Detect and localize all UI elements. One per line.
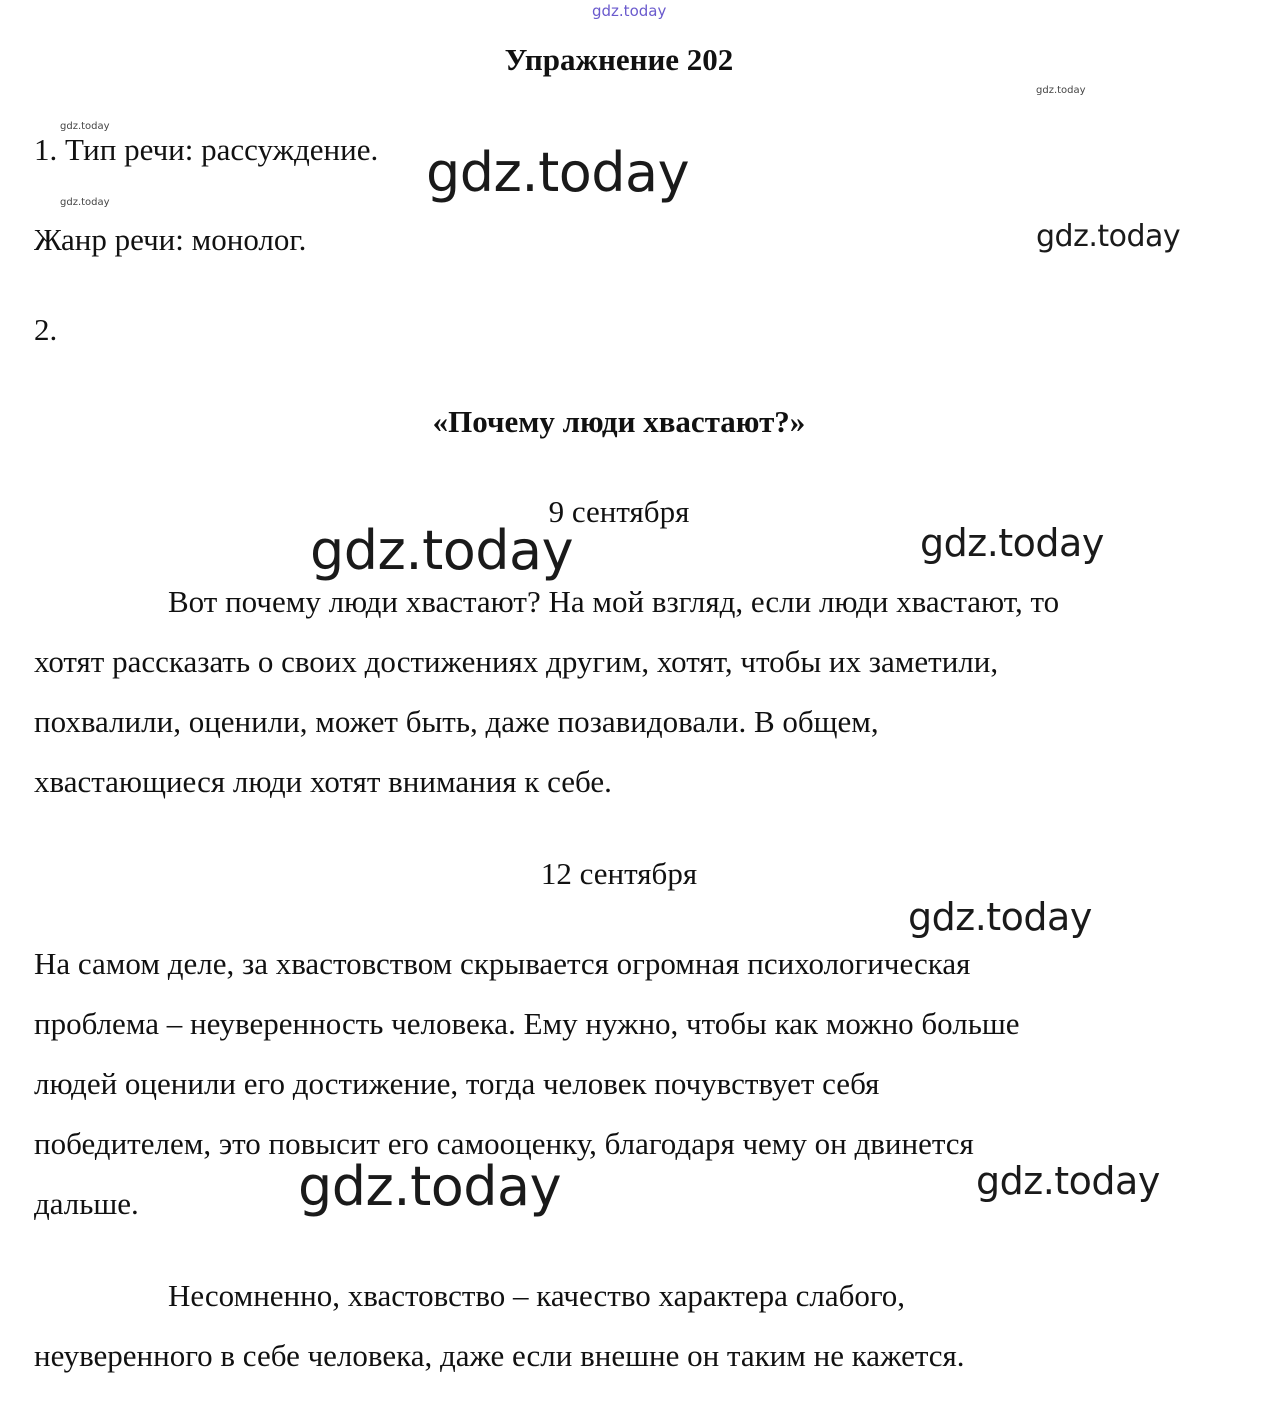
entry-1-date: 9 сентября: [548, 494, 690, 529]
watermark-small-2: gdz.today: [60, 121, 110, 132]
watermark-small-3: gdz.today: [60, 197, 110, 208]
exercise-heading: Упражнение 202: [504, 42, 734, 77]
answer-1-speech-type: 1. Тип речи: рассуждение.: [34, 132, 379, 167]
watermark-large-1: gdz.today: [426, 141, 690, 204]
entry-2-date: 12 сентября: [540, 856, 698, 891]
watermark-medium-3: gdz.today: [908, 895, 1092, 939]
entry-1-line-4: хвастающиеся люди хотят внимания к себе.: [34, 764, 612, 799]
entry-1-line-1: Вот почему люди хвастают? На мой взгляд, если люди хвастают, то: [168, 584, 1060, 619]
conclusion-line-2: неуверенного в себе человека, даже если внешне он таким не кажется.: [34, 1338, 965, 1373]
watermark-medium-1: gdz.today: [1036, 219, 1181, 254]
entry-2-line-5: дальше.: [34, 1186, 139, 1221]
watermark-top: gdz.today: [592, 2, 667, 20]
entry-2-line-3: людей оценили его достижение, тогда человек почувствует себя: [34, 1066, 880, 1101]
watermark-small-1: gdz.today: [1036, 85, 1086, 96]
entry-2-line-4: победителем, это повысит его самооценку, благодаря чему он двинется: [34, 1126, 974, 1161]
entry-2-line-1: На самом деле, за хвастовством скрывается огромная психологическая: [34, 946, 971, 981]
watermark-large-2: gdz.today: [310, 519, 574, 582]
answer-1-speech-genre: Жанр речи: монолог.: [34, 222, 307, 257]
entry-1-line-3: похвалили, оценили, может быть, даже позавидовали. В общем,: [34, 704, 879, 739]
entry-1-line-2: хотят рассказать о своих достижениях другим, хотят, чтобы их заметили,: [34, 644, 999, 679]
entry-2-line-2: проблема – неуверенность человека. Ему нужно, чтобы как можно больше: [34, 1006, 1020, 1041]
watermark-large-3: gdz.today: [298, 1155, 562, 1218]
answer-2-label: 2.: [34, 312, 58, 347]
conclusion-line-1: Несомненно, хвастовство – качество характера слабого,: [168, 1278, 906, 1313]
essay-title: «Почему люди хвастают?»: [432, 404, 806, 439]
watermark-medium-4: gdz.today: [976, 1159, 1160, 1203]
watermark-medium-2: gdz.today: [920, 521, 1104, 565]
